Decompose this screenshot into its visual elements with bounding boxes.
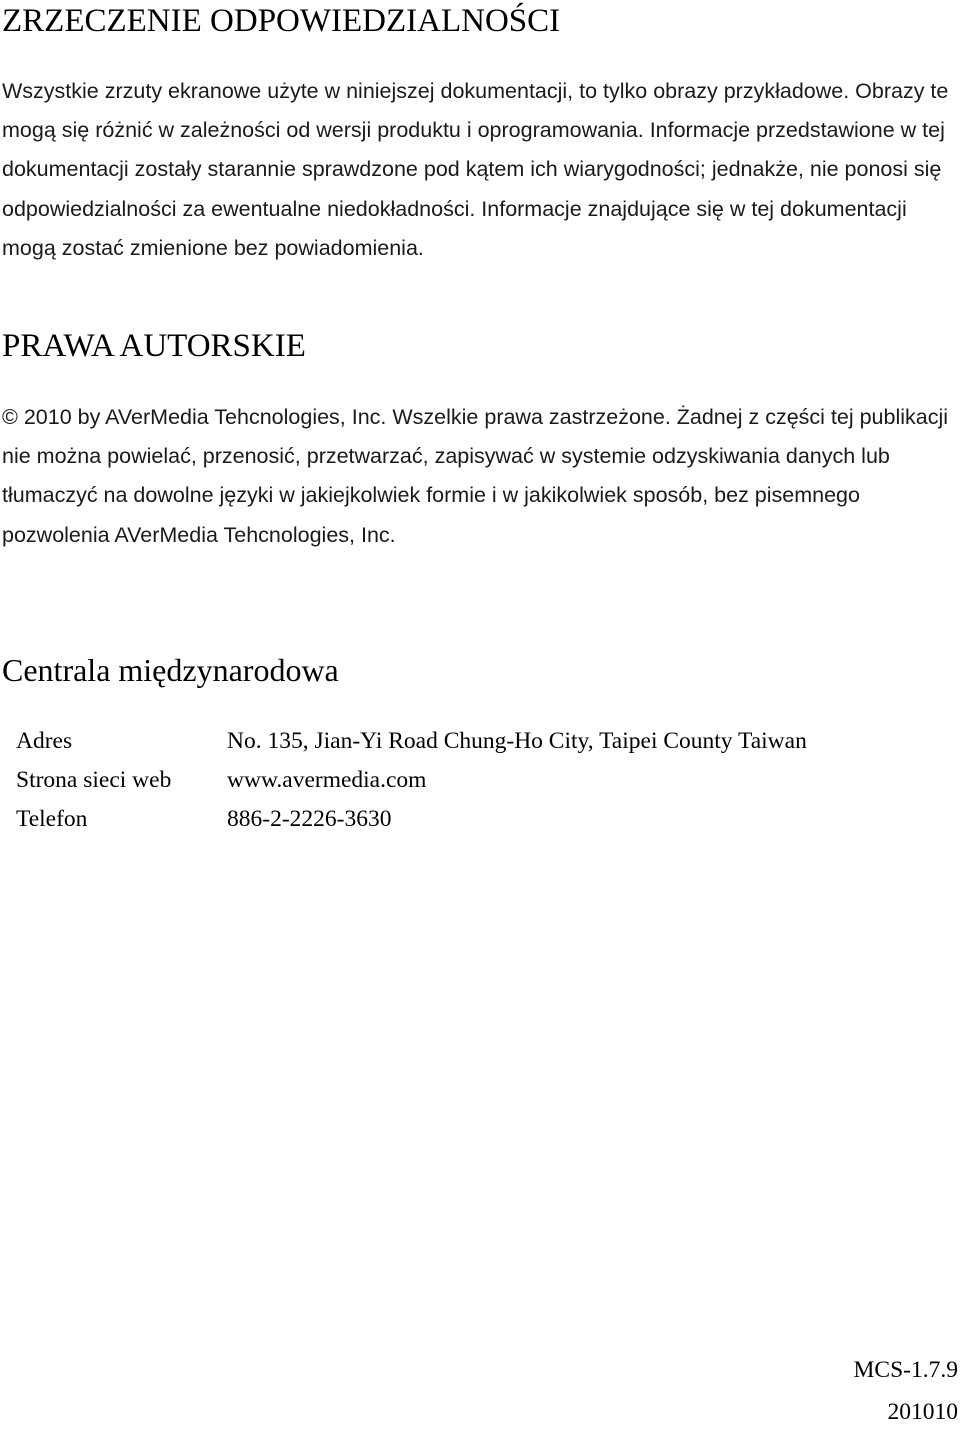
copyright-icon: © bbox=[2, 405, 18, 429]
document-footer bbox=[854, 1349, 958, 1433]
website-label: Strona sieci web bbox=[16, 767, 172, 793]
address-label: Adres bbox=[16, 728, 73, 754]
copyright-body-paragraph bbox=[2, 398, 958, 555]
phone-row bbox=[16, 800, 807, 839]
website-value: www.avermedia.com bbox=[227, 767, 427, 793]
phone-label: Telefon bbox=[16, 806, 88, 832]
headquarters-info-table bbox=[16, 722, 807, 839]
model-code: MCS-1.7.9 bbox=[853, 1357, 958, 1383]
disclaimer-title: ZRZECZENIE ODPOWIEDZIALNOŚCI bbox=[2, 3, 561, 39]
headquarters-title: Centrala międzynarodowa bbox=[2, 652, 339, 688]
website-row bbox=[16, 761, 807, 800]
copyright-title: PRAWA AUTORSKIE bbox=[2, 328, 306, 364]
copyright-body: 2010 by AVerMedia Tehcnologies, Inc. Wszelkie prawa zastrzeżone. Żadnej z części tej publikacji nie można powielać, przenosić, przetwarzać, zapisywać w systemie odzyskiwania danych lub tłumaczyć na dowolne języki w jakiejkolwiek formie i w jakikolwiek sposób, bez pisemnego pozwolenia AVerMedia Tehcnologies, Inc. bbox=[2, 405, 949, 547]
address-value: No. 135, Jian-Yi Road Chung-Ho City, Taipei County Taiwan bbox=[227, 728, 807, 754]
disclaimer-body: Wszystkie zrzuty ekranowe użyte w niniejszej dokumentacji, to tylko obrazy przykładowe. Obrazy te mogą się różnić w zależności od wersji produktu i oprogramowania. Informacje przedstawione w tej dokumentacji zostały starannie sprawdzone pod kątem ich wiarygodności; jednakże, nie ponosi się odpowiedzialności za ewentualne niedokładności. Informacje znajdujące się w tej dokumentacji mogą zostać zmienione bez powiadomienia. bbox=[2, 79, 949, 260]
revision-date: 201010 bbox=[887, 1399, 958, 1425]
address-row bbox=[16, 722, 807, 761]
phone-value: 886-2-2226-3630 bbox=[227, 806, 392, 832]
